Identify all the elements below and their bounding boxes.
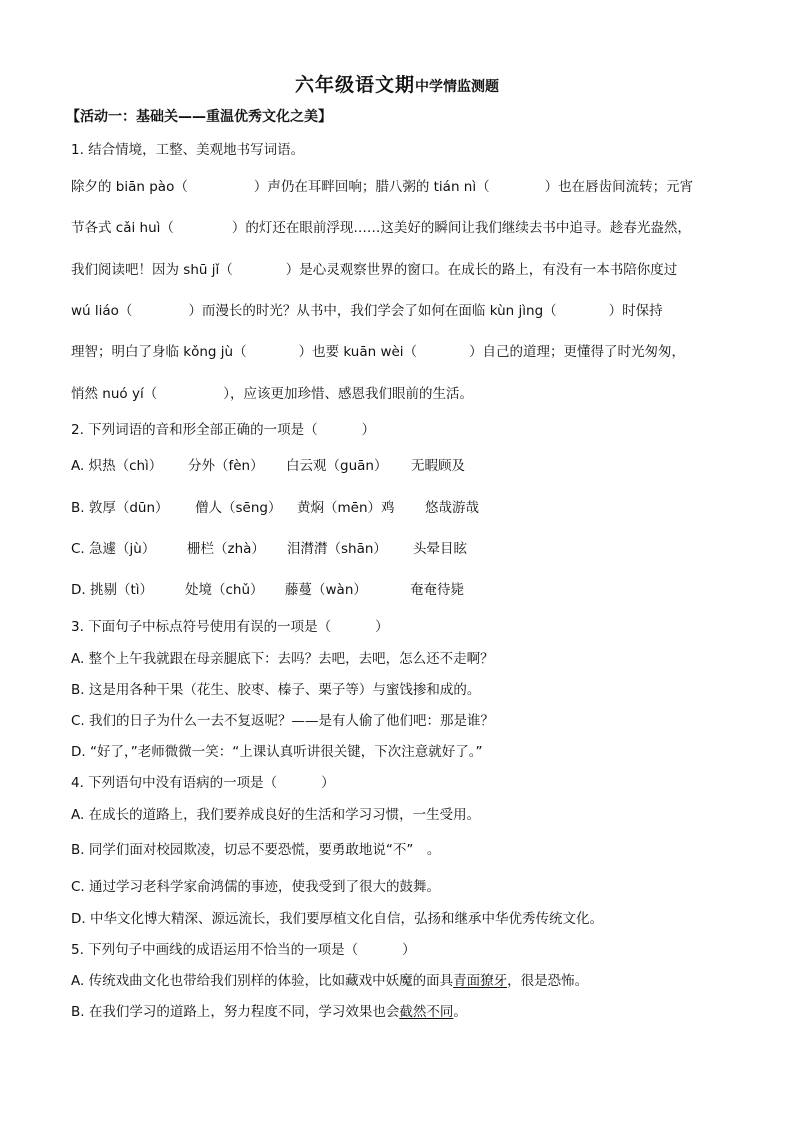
q4-option-a: A. 在成长的道路上，我们要养成良好的生活和学习习惯，一生受用。 xyxy=(71,807,481,823)
q4-option-d: D. 中华文化博大精深、源远流长，我们要厚植文化自信，弘扬和继承中华优秀传统文化。 xyxy=(71,911,603,927)
q3-option-c: C. 我们的日子为什么一去不复返呢？——是有人偷了他们吧：那是谁？ xyxy=(71,713,495,729)
q5-option-b: B. 在我们学习的道路上，努力程度不同，学习效果也会截然不同。 xyxy=(71,1004,467,1020)
q4-option-b: B. 同学们面对校园欺凌，切忌不要恐慌，要勇敢地说“不” 。 xyxy=(71,842,441,858)
q1-line-2: 节各式 cǎi huì（ ）的灯还在眼前浮现……这美好的瞬间让我们继续去书中追寻。趁春光盎然， xyxy=(71,220,691,236)
page-title xyxy=(0,70,794,97)
title-main: 六年级语文期 xyxy=(294,74,415,96)
q2-stem: 2. 下列词语的音和形全部正确的一项是（ ） xyxy=(71,422,376,438)
section-heading: 【活动一：基础关——重温优秀文化之美】 xyxy=(66,109,332,125)
q4-option-c: C. 通过学习老科学家俞鸿儒的事迹，使我受到了很大的鼓舞。 xyxy=(71,879,441,895)
q1-line-1: 除夕的 biān pào（ ）声仍在耳畔回响；腊八粥的 tián nì（ ）也在唇齿间流转；元宵 xyxy=(71,179,694,195)
q2-option-b: B. 敦厚（dūn） 僧人（sēng） 黄焖（mēn）鸡 悠哉游哉 xyxy=(71,500,479,516)
q1-stem: 1. 结合情境，工整、美观地书写词语。 xyxy=(71,142,305,158)
q3-option-a: A. 整个上午我就跟在母亲腿底下：去吗？去吧，去吧，怎么还不走啊？ xyxy=(71,651,494,667)
q1-line-3: 我们阅读吧！因为 shū jǐ（ ）是心灵观察世界的窗口。在成长的路上，有没有一本书陪你度过 xyxy=(71,262,678,278)
q3-option-b: B. 这是用各种干果（花生、胶枣、榛子、栗子等）与蜜饯掺和成的。 xyxy=(71,682,481,698)
q3-stem: 3. 下面句子中标点符号使用有误的一项是（ ） xyxy=(71,619,389,635)
q1-line-4: wú liáo（ ）而漫长的时光？从书中，我们学会了如何在面临 kùn jìng（ ）时保持 xyxy=(71,303,663,319)
q2-option-c: C. 急遽（jù） 栅栏（zhà） 泪潸潸（shān） 头晕目眩 xyxy=(71,541,467,557)
q4-stem: 4. 下列语句中没有语病的一项是（ ） xyxy=(71,775,335,791)
underlined-idiom: 截然不同 xyxy=(399,1004,454,1020)
q2-option-d: D. 挑剔（tì） 处境（chǔ） 藤蔓（wàn） 奄奄待毙 xyxy=(71,582,464,598)
title-sub: 中学情监测题 xyxy=(415,79,499,95)
q5-stem: 5. 下列句子中画线的成语运用不恰当的一项是（ ） xyxy=(71,942,416,958)
q2-option-a: A. 炽热（chì） 分外（fèn） 白云观（guān） 无暇顾及 xyxy=(71,458,465,474)
q1-line-5: 理智；明白了身临 kǒng jù（ ）也要 kuān wèi（ ）自己的道理；更懂得了时光匆匆， xyxy=(71,344,686,360)
underlined-idiom: 青面獠牙 xyxy=(453,973,508,989)
q1-line-6: 悄然 nuó yí（ ），应该更加珍惜、感恩我们眼前的生活。 xyxy=(71,386,473,402)
q3-option-d: D. “好了，”老师微微一笑：“上课认真听讲很关键，下次注意就好了。” xyxy=(71,744,483,760)
q5-option-a: A. 传统戏曲文化也带给我们别样的体验，比如藏戏中妖魔的面具青面獠牙，很是恐怖。 xyxy=(71,973,589,989)
